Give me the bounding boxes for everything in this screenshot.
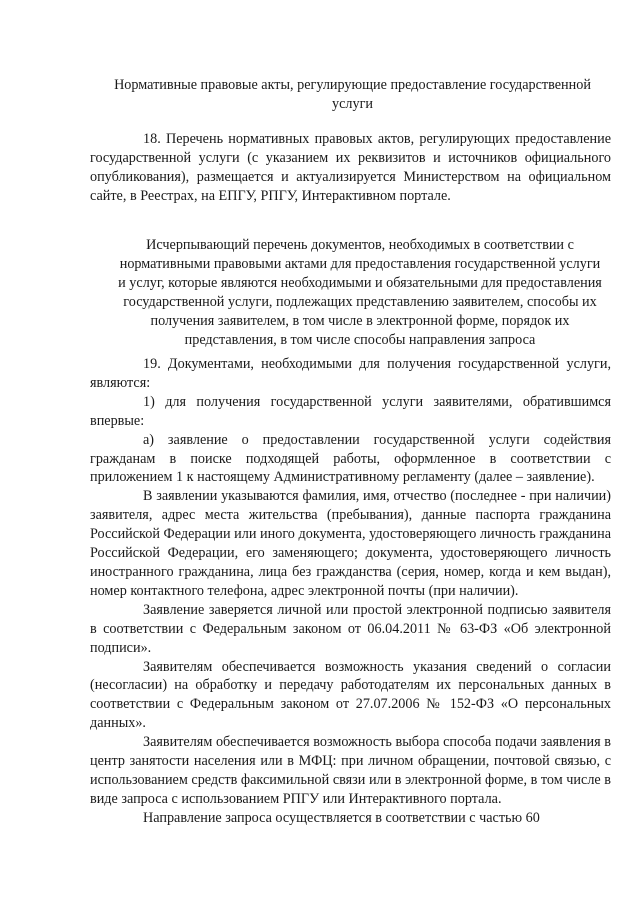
paragraph-application-contents: В заявлении указываются фамилия, имя, отчество (последнее - при наличии) заявителя, адрес места жительства (пребывания), данные паспорта гражданина Российской Федерации или иного документа, удостоверяющего личность гражданина Российской Федерации, его заменяющего; документа, удостоверяющего личность иностранного гражданина, лица без гражданства (серия, номер, когда и кем выдан), номер контактного телефона, адрес электронной почты (при наличии). (90, 488, 611, 599)
section-heading-documents-list: Исчерпывающий перечень документов, необходимых в соответствии с нормативными правовыми актами для предоставления государственной услуги и услуг, которые являются необходимыми и обязательными для предоставления государственной услуги, подлежащих представлению заявителем, способы их получения заявителем, в том числе в электронной форме, порядок их представления, в том числе способы направления запроса (118, 237, 602, 348)
paragraph-personal-data-consent: Заявителям обеспечивается возможность указания сведений о согласии (несогласии) на обработку и передачу работодателям их персональных данных в соответствии с Федеральным законом от 27.07.2006 № 152-ФЗ «О персональных данных». (90, 658, 611, 732)
document-body (90, 355, 611, 828)
paragraph-request-direction: Направление запроса осуществляется в соответствии с частью 60 (143, 809, 540, 826)
section-heading-normative-acts: Нормативные правовые акты, регулирующие предоставление государственной услуги (114, 77, 591, 112)
paragraph-19-item-1a: а) заявление о предоставлении государственной услуги содействия гражданам в поиске подходящей работы, оформленное в соответствии с приложением 1 к настоящему Административному регламенту (далее – заявление). (90, 431, 611, 486)
paragraph-submission-methods: Заявителям обеспечивается возможность выбора способа подачи заявления в центр занятости населения или в МФЦ: при личном обращении, почтовой связью, с использованием средств факсимильной связи или в электронной форме, в том числе в виде запроса с использованием РПГУ или Интерактивного портала. (90, 734, 611, 807)
paragraph-18: 18. Перечень нормативных правовых актов, регулирующих предоставление государственной услуги (с указанием их реквизитов и источников официального опубликования), размещается и актуализируется Министерством на официальном сайте, в Реестрах, на ЕПГУ, РПГУ, Интерактивном портале. (90, 131, 611, 204)
paragraph-signature: Заявление заверяется личной или простой электронной подписью заявителя в соответствии с Федеральным законом от 06.04.2011 № 63-ФЗ «Об электронной подписи». (90, 601, 611, 656)
paragraph-19: 19. Документами, необходимыми для получения государственной услуги, являются: (90, 356, 611, 391)
paragraph-19-item-1: 1) для получения государственной услуги заявителями, обратившимся впервые: (90, 393, 611, 429)
